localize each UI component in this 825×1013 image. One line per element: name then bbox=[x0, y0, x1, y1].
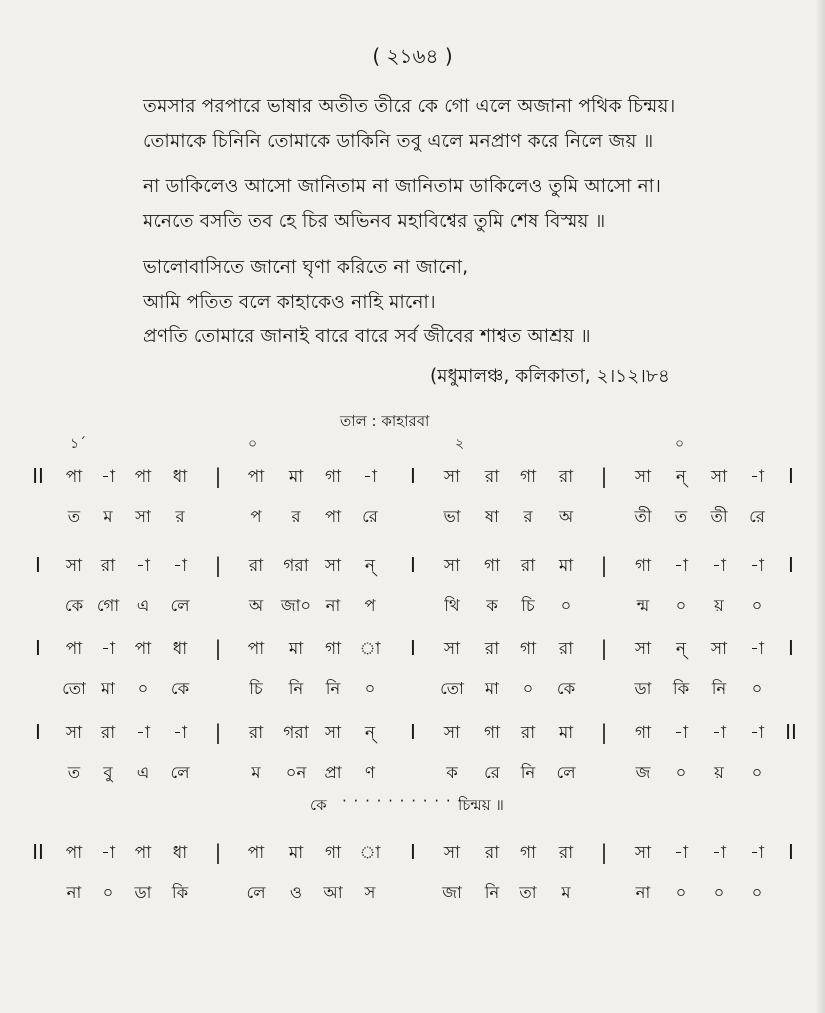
swara-note: -া bbox=[101, 639, 115, 659]
beat-markers bbox=[0, 432, 825, 454]
source-date: (মধুমালঞ্চ, কলিকাতা, ২।১২।৮৪ bbox=[430, 366, 670, 387]
lyric-syllable: ০ bbox=[751, 883, 763, 902]
swara-note: -া bbox=[363, 467, 377, 487]
lyric-syllable: মা bbox=[485, 679, 499, 698]
swara-note: সা bbox=[443, 556, 461, 576]
swara-note: -া bbox=[750, 639, 764, 659]
swara-note: ধা bbox=[172, 843, 188, 863]
bar-line: I bbox=[788, 553, 794, 577]
swara-note: পা bbox=[134, 639, 152, 659]
swara-note: -া bbox=[750, 556, 764, 576]
lyric-syllable: প bbox=[250, 507, 262, 526]
lyric-syllable: ক bbox=[446, 763, 458, 782]
swara-note: রা bbox=[520, 556, 536, 576]
lyric-syllable: এ bbox=[136, 596, 150, 615]
lyric-syllable: লে bbox=[170, 596, 190, 615]
lyric-syllable: না bbox=[635, 883, 651, 902]
continuation-start: কে bbox=[310, 796, 327, 814]
bar-line: | bbox=[600, 553, 608, 577]
lyric-syllable: ষা bbox=[485, 507, 499, 526]
lyric-syllable: কে bbox=[64, 596, 84, 615]
lyric-syllable: নি bbox=[484, 883, 500, 902]
bar-line: I bbox=[35, 553, 41, 577]
bar-line: I bbox=[788, 636, 794, 660]
swara-note: গা bbox=[324, 639, 342, 659]
bar-line: I bbox=[410, 553, 416, 577]
swara-note: পা bbox=[247, 843, 265, 863]
swara-note: ন্ bbox=[364, 556, 376, 576]
swara-note: -া bbox=[712, 843, 726, 863]
lyric-syllable: ভা bbox=[443, 507, 461, 526]
lyric-syllable: লে bbox=[246, 883, 266, 902]
bar-line: I bbox=[35, 636, 41, 660]
lyric-syllable: ম bbox=[103, 507, 113, 526]
swara-note: -া bbox=[750, 723, 764, 743]
swara-note: ন্ bbox=[364, 723, 376, 743]
swara-note: পা bbox=[134, 843, 152, 863]
beat-marker-2: ০ bbox=[248, 436, 258, 452]
swara-note: -া bbox=[712, 556, 726, 576]
swara-row bbox=[0, 636, 825, 666]
lyric-syllable: ০ bbox=[102, 883, 114, 902]
swara-note: পা bbox=[247, 467, 265, 487]
swara-note: -া bbox=[101, 467, 115, 487]
swara-note: মা bbox=[288, 467, 304, 487]
lyric-syllable: ত bbox=[67, 507, 81, 526]
swara-note: ধা bbox=[172, 467, 188, 487]
lyric-syllable: ক bbox=[486, 596, 498, 615]
page-number: ( ২১৬৪ ) bbox=[372, 44, 453, 68]
swara-note: রা bbox=[484, 843, 500, 863]
swara-note: মা bbox=[288, 639, 304, 659]
bar-line: I bbox=[788, 840, 794, 864]
swara-note: সা bbox=[443, 843, 461, 863]
lyric-syllable: সা bbox=[135, 507, 151, 526]
swara-note: পা bbox=[65, 843, 83, 863]
swara-note: পা bbox=[65, 639, 83, 659]
swara-note: পা bbox=[247, 639, 265, 659]
beat-marker-1: ১´ bbox=[70, 436, 87, 452]
lyric-syllable: ত bbox=[674, 507, 688, 526]
tal-label: তাল : কাহারবা bbox=[340, 412, 430, 430]
lyric-syllable: লে bbox=[170, 763, 190, 782]
swara-note: -া bbox=[674, 723, 688, 743]
lyric-syllable-row bbox=[0, 593, 825, 623]
swara-note: সা bbox=[634, 639, 652, 659]
bar-line: I bbox=[410, 464, 416, 488]
bar-line: | bbox=[214, 636, 222, 660]
swara-note: রা bbox=[558, 639, 574, 659]
lyric-syllable: গো bbox=[96, 596, 120, 615]
swara-note: া bbox=[359, 639, 381, 659]
bar-line: | bbox=[214, 553, 222, 577]
swara-note: -া bbox=[750, 467, 764, 487]
bar-line: | bbox=[600, 840, 608, 864]
swara-note: সা bbox=[443, 639, 461, 659]
lyric-syllable: ০ bbox=[364, 679, 376, 698]
lyric-syllable: তী bbox=[634, 507, 652, 526]
lyric-line-2: তোমাকে চিনিনি তোমাকে ডাকিনি তবু এলে মনপ্রাণ করে নিলে জয় ॥ bbox=[143, 131, 654, 152]
swara-note: রা bbox=[100, 556, 116, 576]
bar-line: I bbox=[788, 464, 794, 488]
lyric-syllable: আ bbox=[323, 883, 343, 902]
lyric-line-3: না ডাকিলেও আসো জানিতাম না জানিতাম ডাকিলেও তুমি আসো না। bbox=[143, 176, 662, 197]
swara-note: মা bbox=[558, 556, 574, 576]
swara-note: রা bbox=[520, 723, 536, 743]
lyric-syllable: ০ bbox=[137, 679, 149, 698]
swara-note: গা bbox=[519, 843, 537, 863]
beat-marker-4: ০ bbox=[675, 436, 685, 452]
lyric-syllable-row bbox=[0, 504, 825, 534]
swara-note: গা bbox=[634, 556, 652, 576]
lyric-syllable: জা০ bbox=[280, 596, 312, 615]
swara-note: গা bbox=[483, 556, 501, 576]
bar-line: | bbox=[600, 720, 608, 744]
swara-note: ধা bbox=[172, 639, 188, 659]
lyric-syllable: নি bbox=[288, 679, 304, 698]
lyric-syllable: ত bbox=[67, 763, 81, 782]
page-edge-shadow bbox=[815, 0, 825, 1013]
swara-note: রা bbox=[100, 723, 116, 743]
swara-note: া bbox=[359, 843, 381, 863]
lyric-syllable: র bbox=[523, 507, 533, 526]
swara-note: -া bbox=[750, 843, 764, 863]
lyric-syllable: চি bbox=[249, 679, 263, 698]
lyric-line-6: আমি পতিত বলে কাহাকেও নাহি মানো। bbox=[143, 292, 436, 313]
swara-note: গা bbox=[483, 723, 501, 743]
bar-line: I bbox=[35, 720, 41, 744]
swara-note: -া bbox=[674, 843, 688, 863]
swara-row bbox=[0, 464, 825, 494]
bar-line: II bbox=[785, 720, 797, 744]
swara-note: গা bbox=[519, 467, 537, 487]
lyric-syllable: স bbox=[364, 883, 376, 902]
lyric-syllable: য় bbox=[714, 763, 724, 782]
swara-note: সা bbox=[634, 843, 652, 863]
bar-line: | bbox=[214, 464, 222, 488]
lyric-syllable: ন্ম bbox=[636, 596, 650, 615]
lyric-syllable: য় bbox=[714, 596, 724, 615]
swara-note: গা bbox=[519, 639, 537, 659]
lyric-syllable: ডা bbox=[634, 679, 652, 698]
swara-note: সা bbox=[710, 639, 728, 659]
continuation-end: চিন্ময় ॥ bbox=[458, 796, 504, 814]
bar-line: | bbox=[600, 464, 608, 488]
swara-note: -া bbox=[101, 843, 115, 863]
lyric-syllable: কে bbox=[556, 679, 576, 698]
swara-note: সা bbox=[324, 723, 342, 743]
lyric-syllable: র bbox=[175, 507, 185, 526]
swara-note: গা bbox=[634, 723, 652, 743]
lyric-syllable: তো bbox=[62, 679, 86, 698]
lyric-line-1: তমসার পরপারে ভাষার অতীত তীরে কে গো এলে অজানা পথিক চিন্ময়। bbox=[143, 96, 676, 117]
bar-line: II bbox=[32, 840, 44, 864]
swara-note: সা bbox=[443, 467, 461, 487]
swara-note: ন্ bbox=[675, 639, 687, 659]
bar-line: I bbox=[410, 720, 416, 744]
bar-line: | bbox=[214, 840, 222, 864]
lyric-syllable: প্রা bbox=[324, 763, 342, 782]
lyric-syllable: ০ bbox=[751, 763, 763, 782]
swara-note: -া bbox=[173, 723, 187, 743]
lyric-syllable: রে bbox=[362, 507, 378, 526]
swara-note: মা bbox=[288, 843, 304, 863]
swara-note: -া bbox=[173, 556, 187, 576]
swara-note: রা bbox=[484, 467, 500, 487]
lyric-syllable: ০ bbox=[675, 883, 687, 902]
swara-note: রা bbox=[558, 843, 574, 863]
lyric-syllable: ০ bbox=[522, 679, 534, 698]
lyric-syllable: নি bbox=[520, 763, 536, 782]
lyric-syllable: কে bbox=[170, 679, 190, 698]
lyric-syllable: কি bbox=[171, 883, 189, 902]
lyric-line-5: ভালোবাসিতে জানো ঘৃণা করিতে না জানো, bbox=[143, 257, 469, 278]
swara-note: গা bbox=[324, 843, 342, 863]
swara-note: গরা bbox=[283, 723, 309, 743]
swara-note: -া bbox=[136, 723, 150, 743]
lyric-syllable: ০ bbox=[560, 596, 572, 615]
lyric-syllable: অ bbox=[558, 507, 574, 526]
lyric-syllable: না bbox=[66, 883, 82, 902]
lyric-syllable: নি bbox=[325, 679, 341, 698]
swara-note: রা bbox=[484, 639, 500, 659]
swara-row bbox=[0, 720, 825, 750]
swara-note: সা bbox=[710, 467, 728, 487]
lyric-syllable: ও bbox=[289, 883, 303, 902]
swara-note: মা bbox=[558, 723, 574, 743]
swara-note: গরা bbox=[283, 556, 309, 576]
lyric-line-4: মনেতে বসতি তব হে চির অভিনব মহাবিশ্বের তুমি শেষ বিস্ময় ॥ bbox=[143, 211, 606, 232]
lyric-syllable: জা bbox=[442, 883, 462, 902]
lyric-syllable: কি bbox=[672, 679, 690, 698]
lyric-syllable: রে bbox=[749, 507, 765, 526]
swara-row bbox=[0, 553, 825, 583]
lyric-syllable: ডা bbox=[134, 883, 152, 902]
swara-note: রা bbox=[558, 467, 574, 487]
lyric-syllable: ০ bbox=[675, 596, 687, 615]
swara-note: সা bbox=[443, 723, 461, 743]
swara-note: রা bbox=[248, 723, 264, 743]
lyric-syllable: লে bbox=[556, 763, 576, 782]
beat-marker-3: ২ bbox=[455, 436, 465, 452]
swara-note: সা bbox=[634, 467, 652, 487]
lyric-syllable: চি bbox=[521, 596, 535, 615]
swara-note: -া bbox=[712, 723, 726, 743]
swara-note: পা bbox=[134, 467, 152, 487]
lyric-syllable: ণ bbox=[365, 763, 375, 782]
swara-row bbox=[0, 840, 825, 870]
lyric-syllable: বু bbox=[103, 763, 113, 782]
lyric-syllable: অ bbox=[248, 596, 264, 615]
lyric-syllable: থি bbox=[444, 596, 460, 615]
lyric-syllable: তী bbox=[710, 507, 728, 526]
lyric-syllable: ০ bbox=[713, 883, 725, 902]
swara-note: গা bbox=[324, 467, 342, 487]
bar-line: I bbox=[410, 840, 416, 864]
swara-note: -া bbox=[674, 556, 688, 576]
bar-line: | bbox=[600, 636, 608, 660]
lyric-syllable: জ bbox=[635, 763, 651, 782]
continuation-dots: · · · · · · · · · · · bbox=[342, 792, 464, 810]
lyric-syllable: ০ bbox=[675, 763, 687, 782]
lyric-syllable: ০ bbox=[751, 679, 763, 698]
swara-note: রা bbox=[248, 556, 264, 576]
bar-line: | bbox=[214, 720, 222, 744]
lyric-syllable-row bbox=[0, 760, 825, 790]
lyric-syllable: র bbox=[291, 507, 301, 526]
swara-note: ন্ bbox=[675, 467, 687, 487]
lyric-syllable: ০ন bbox=[285, 763, 307, 782]
lyric-syllable: না bbox=[325, 596, 341, 615]
lyric-syllable-row bbox=[0, 880, 825, 910]
bar-line: I bbox=[410, 636, 416, 660]
lyric-syllable: প bbox=[364, 596, 376, 615]
lyric-syllable: ম bbox=[251, 763, 261, 782]
lyric-syllable: ০ bbox=[751, 596, 763, 615]
lyric-syllable: ম bbox=[561, 883, 571, 902]
lyric-syllable: এ bbox=[136, 763, 150, 782]
swara-note: সা bbox=[324, 556, 342, 576]
lyric-syllable: তো bbox=[440, 679, 464, 698]
swara-note: সা bbox=[65, 723, 83, 743]
swara-note: পা bbox=[65, 467, 83, 487]
swara-note: -া bbox=[136, 556, 150, 576]
lyric-syllable: মা bbox=[101, 679, 115, 698]
lyric-syllable: নি bbox=[711, 679, 727, 698]
lyric-syllable-row bbox=[0, 676, 825, 706]
lyric-syllable: রে bbox=[484, 763, 500, 782]
bar-line: II bbox=[32, 464, 44, 488]
swara-note: সা bbox=[65, 556, 83, 576]
lyric-syllable: পা bbox=[325, 507, 341, 526]
lyric-line-7: প্রণতি তোমারে জানাই বারে বারে সর্ব জীবের শাশ্বত আশ্রয় ॥ bbox=[143, 326, 591, 347]
lyric-syllable: তা bbox=[519, 883, 537, 902]
